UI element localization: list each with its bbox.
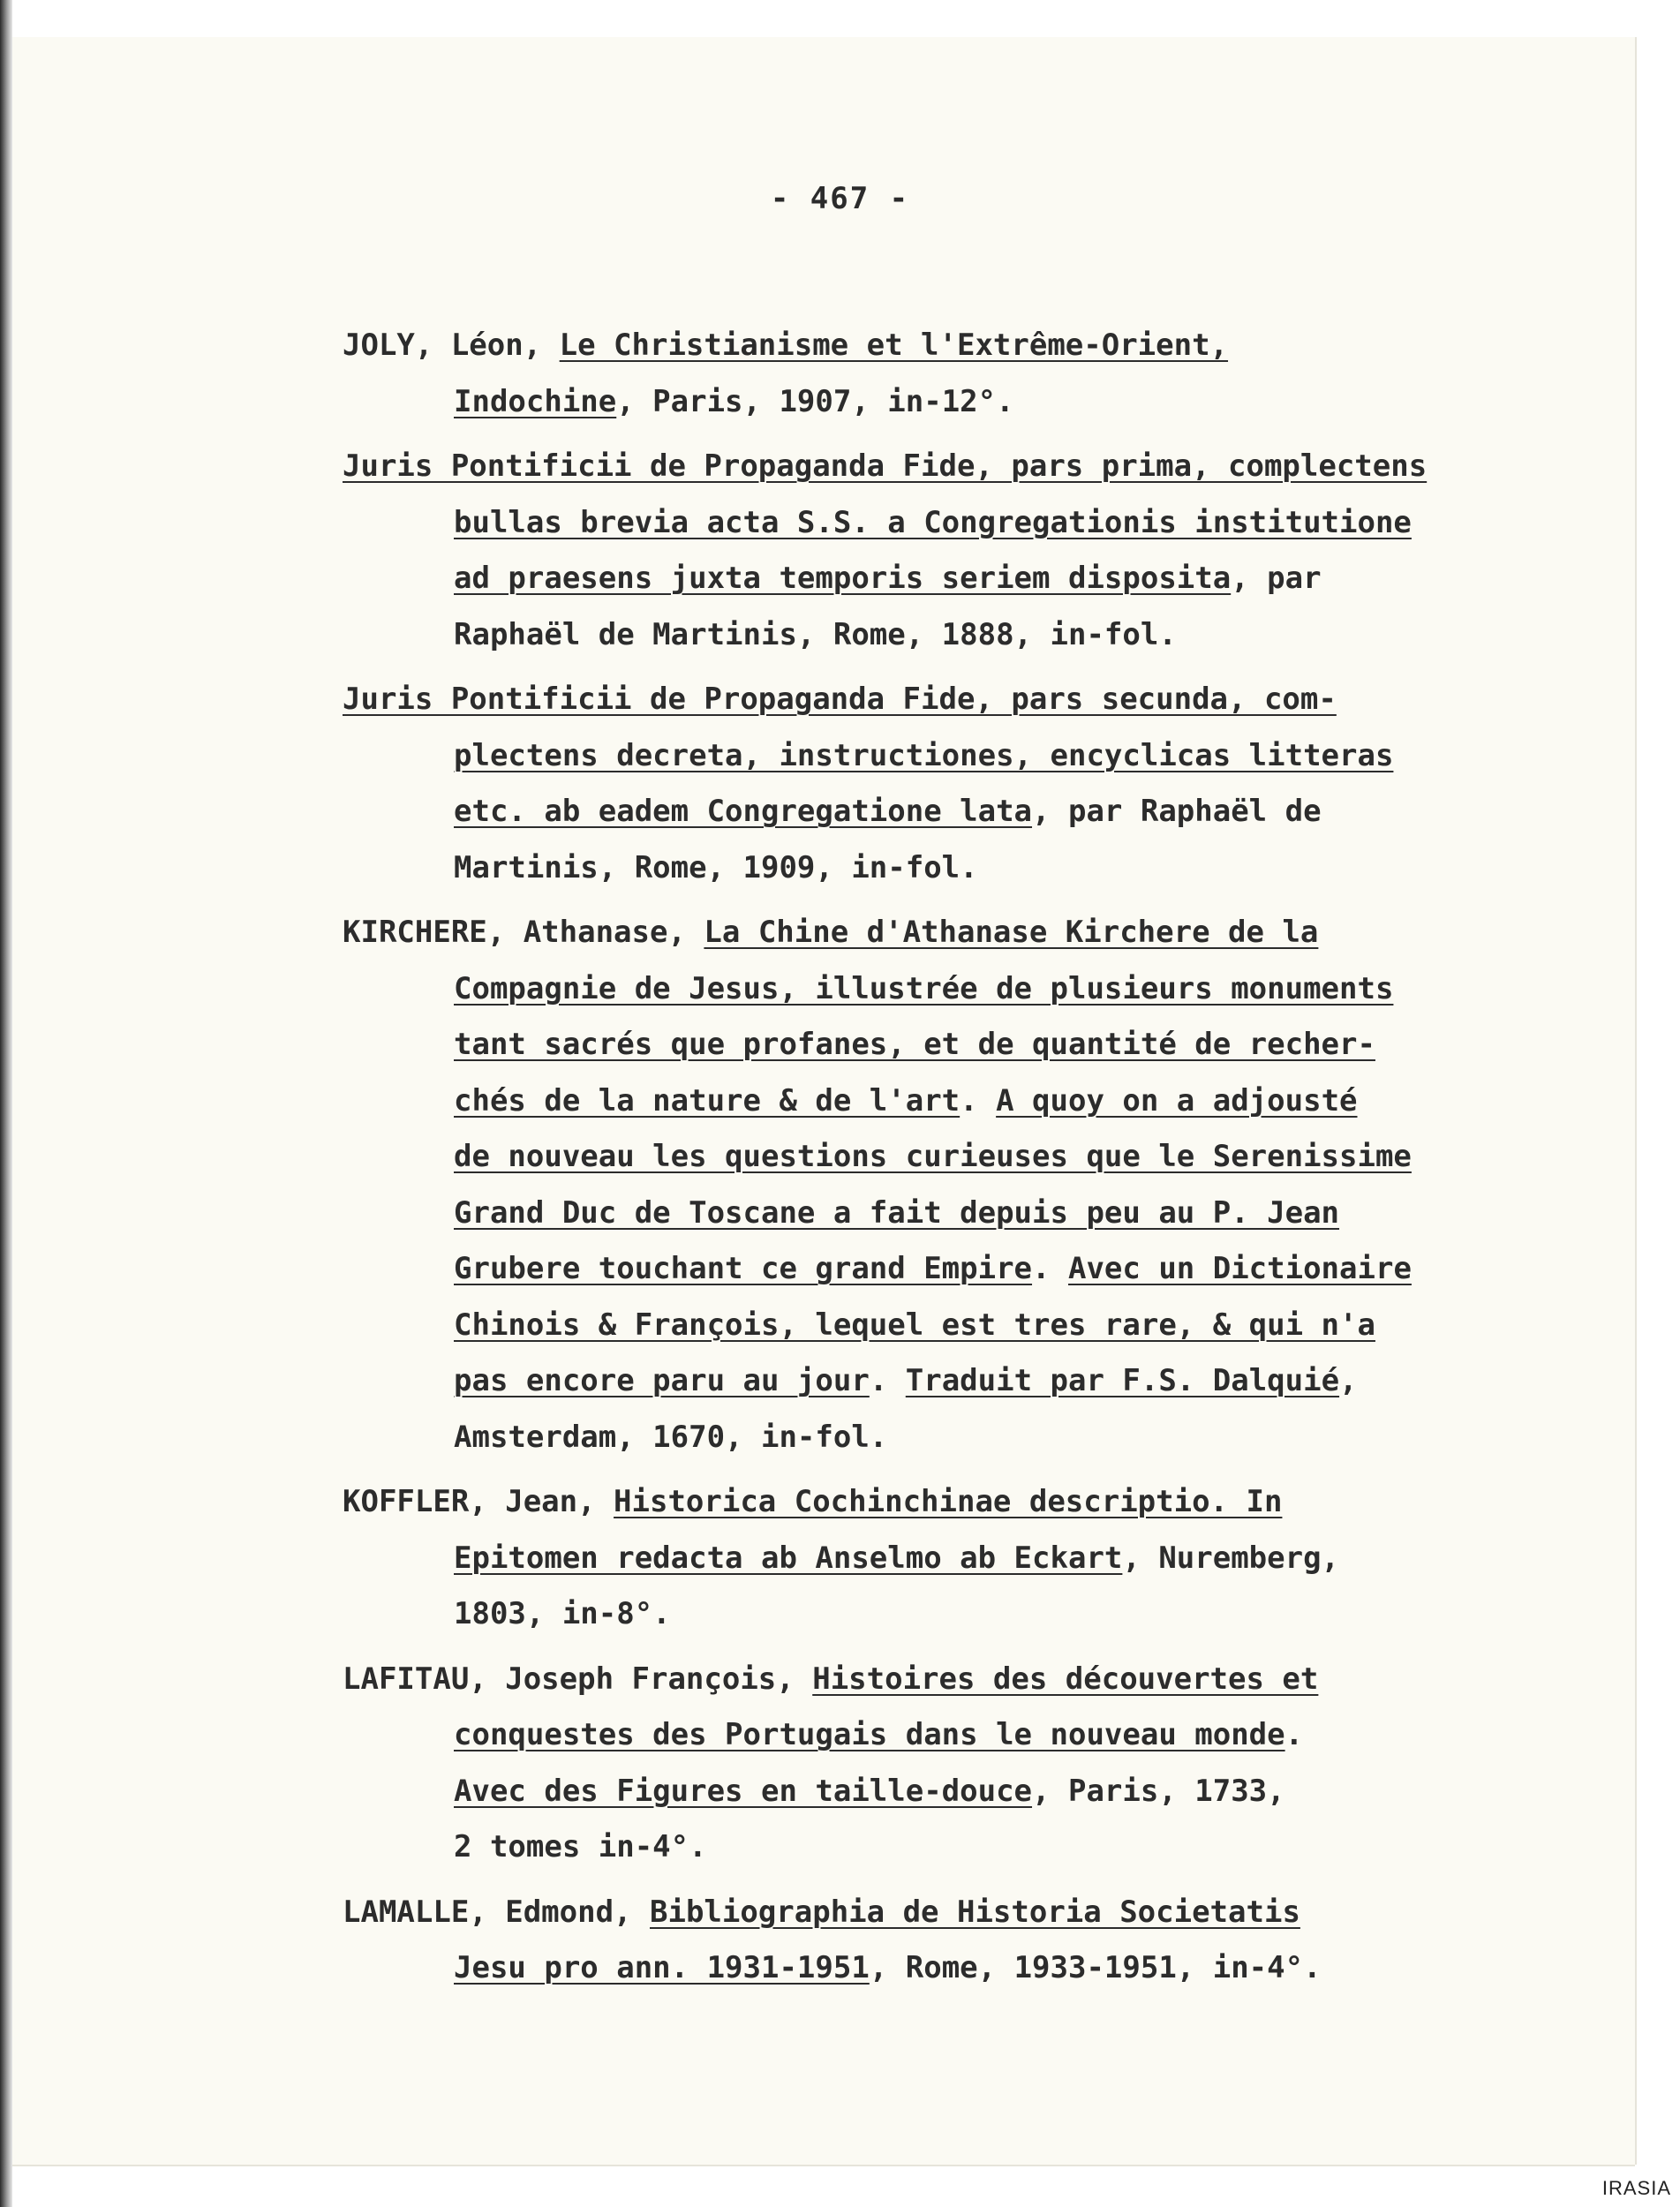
text-segment: . xyxy=(1284,1717,1304,1752)
bibliography-entry xyxy=(343,672,1623,905)
binding-edge-shadow xyxy=(0,0,12,2207)
entry-continuation-line xyxy=(343,1707,1623,1764)
entry-first-line xyxy=(343,439,1623,495)
watermark-label: IRASIA xyxy=(1601,2177,1671,2199)
text-segment: , par Raphaël de xyxy=(1032,794,1322,829)
underlined-title-segment: Bibliographia de Historia Societatis xyxy=(650,1894,1300,1930)
text-segment: LAFITAU, Joseph François, xyxy=(343,1661,813,1697)
underlined-title-segment: Grubere touchant ce grand Empire xyxy=(454,1251,1033,1286)
text-segment: 2 tomes in-4°. xyxy=(454,1829,707,1864)
underlined-title-segment: Avec un Dictionaire xyxy=(1067,1251,1412,1286)
entry-continuation-line xyxy=(343,1186,1623,1242)
text-segment: , Paris, 1907, in-12°. xyxy=(616,383,1014,419)
underlined-title-segment: Historica Cochinchinae descriptio. In xyxy=(614,1484,1283,1519)
text-segment: Martinis, Rome, 1909, in-fol. xyxy=(454,849,978,885)
text-segment: Amsterdam, 1670, in-fol. xyxy=(454,1419,888,1455)
underlined-title-segment: conquestes des Portugais dans le nouveau monde xyxy=(454,1717,1285,1752)
entry-continuation-line xyxy=(343,1531,1623,1587)
text-segment: . xyxy=(1032,1251,1068,1286)
underlined-title-segment: Juris Pontificii de Propaganda Fide, pars prima, complectens xyxy=(343,448,1428,484)
entry-continuation-line xyxy=(343,1073,1623,1130)
bibliography-list xyxy=(343,318,1623,2006)
underlined-title-segment: Indochine xyxy=(454,383,617,419)
bibliography-entry xyxy=(343,1652,1623,1885)
text-segment: , par xyxy=(1231,561,1322,596)
entry-continuation-line xyxy=(343,1241,1623,1298)
entry-continuation-line xyxy=(343,1017,1623,1073)
underlined-title-segment: bullas brevia acta S.S. a Congregationis institutione xyxy=(454,504,1412,540)
underlined-title-segment: Traduit par F.S. Dalquié xyxy=(905,1363,1340,1398)
underlined-title-segment: tant sacrés que profanes, et de quantité de recher- xyxy=(454,1027,1375,1062)
underlined-title-segment: plectens decreta, instructiones, encyclicas litteras xyxy=(454,737,1394,773)
entry-continuation-line xyxy=(343,784,1623,840)
entry-continuation-line xyxy=(343,1764,1623,1820)
entry-first-line xyxy=(343,318,1623,374)
text-segment: LAMALLE, Edmond, xyxy=(343,1894,650,1930)
text-segment: , Paris, 1733, xyxy=(1032,1773,1285,1809)
text-segment: KIRCHERE, Athanase, xyxy=(343,915,704,950)
entry-spacer xyxy=(343,430,1623,439)
text-segment: . xyxy=(960,1082,997,1119)
entry-first-line xyxy=(343,1474,1623,1531)
underlined-title-segment: pas encore paru au jour xyxy=(454,1363,870,1398)
text-segment: 1803, in-8°. xyxy=(454,1596,671,1631)
underlined-title-segment: chés de la nature & de l'art xyxy=(454,1082,961,1119)
entry-continuation-line xyxy=(343,1410,1623,1466)
underlined-title-segment: Compagnie de Jesus, illustrée de plusieurs monuments xyxy=(454,970,1394,1006)
entry-continuation-line xyxy=(343,607,1623,664)
underlined-title-segment: etc. ab eadem Congregatione lata xyxy=(454,794,1033,829)
entry-continuation-line xyxy=(343,374,1623,431)
entry-spacer xyxy=(343,663,1623,672)
entry-continuation-line xyxy=(343,961,1623,1018)
page-number: - 467 - xyxy=(770,181,910,216)
underlined-title-segment: de nouveau les questions curieuses que le Serenissime xyxy=(454,1139,1412,1174)
text-segment: Raphaël de Martinis, Rome, 1888, in-fol. xyxy=(454,616,1177,652)
text-segment: JOLY, Léon, xyxy=(343,328,560,363)
entry-continuation-line xyxy=(343,1129,1623,1186)
underlined-title-segment: Avec des Figures en taille-douce xyxy=(454,1773,1033,1809)
text-segment: , Rome, 1933-1951, in-4°. xyxy=(869,1950,1322,1985)
entry-continuation-line xyxy=(343,840,1623,897)
entry-continuation-line xyxy=(343,1819,1623,1876)
text-segment: . xyxy=(869,1363,906,1398)
entry-continuation-line xyxy=(343,1353,1623,1410)
bibliography-entry xyxy=(343,318,1623,439)
bibliography-entry xyxy=(343,1474,1623,1652)
entry-spacer xyxy=(343,1997,1623,2006)
entry-continuation-line xyxy=(343,1586,1623,1643)
entry-first-line xyxy=(343,1652,1623,1708)
underlined-title-segment: Epitomen redacta ab Anselmo ab Eckart xyxy=(454,1540,1123,1576)
entry-first-line xyxy=(343,905,1623,961)
entry-first-line xyxy=(343,1885,1623,1941)
entry-spacer xyxy=(343,1876,1623,1885)
underlined-title-segment: Chinois & François, lequel est tres rare, & qui n'a xyxy=(454,1307,1375,1343)
text-segment: KOFFLER, Jean, xyxy=(343,1484,614,1519)
entry-continuation-line xyxy=(343,551,1623,607)
bibliography-entry xyxy=(343,905,1623,1474)
entry-spacer xyxy=(343,1465,1623,1474)
bibliography-entry xyxy=(343,439,1623,672)
underlined-title-segment: Juris Pontificii de Propaganda Fide, pars secunda, com- xyxy=(343,682,1337,717)
underlined-title-segment: A quoy on a adjousté xyxy=(996,1082,1358,1119)
entry-continuation-line xyxy=(343,1298,1623,1354)
underlined-title-segment: La Chine d'Athanase Kirchere de la xyxy=(704,915,1319,950)
entry-continuation-line xyxy=(343,495,1623,552)
text-segment: , Nuremberg, xyxy=(1122,1540,1340,1576)
entry-spacer xyxy=(343,896,1623,905)
underlined-title-segment: ad praesens juxta temporis seriem disposita xyxy=(454,561,1232,596)
entry-continuation-line xyxy=(343,1940,1623,1997)
entry-spacer xyxy=(343,1643,1623,1652)
entry-continuation-line xyxy=(343,728,1623,785)
underlined-title-segment: Histoires des découvertes et xyxy=(812,1661,1319,1697)
underlined-title-segment: Jesu pro ann. 1931-1951 xyxy=(454,1950,870,1985)
bibliography-entry xyxy=(343,1885,1623,2006)
underlined-title-segment: Le Christianisme et l'Extrême-Orient, xyxy=(559,328,1229,363)
text-segment: , xyxy=(1339,1363,1358,1398)
underlined-title-segment: Grand Duc de Toscane a fait depuis peu au P. Jean xyxy=(454,1194,1340,1231)
entry-first-line xyxy=(343,672,1623,728)
